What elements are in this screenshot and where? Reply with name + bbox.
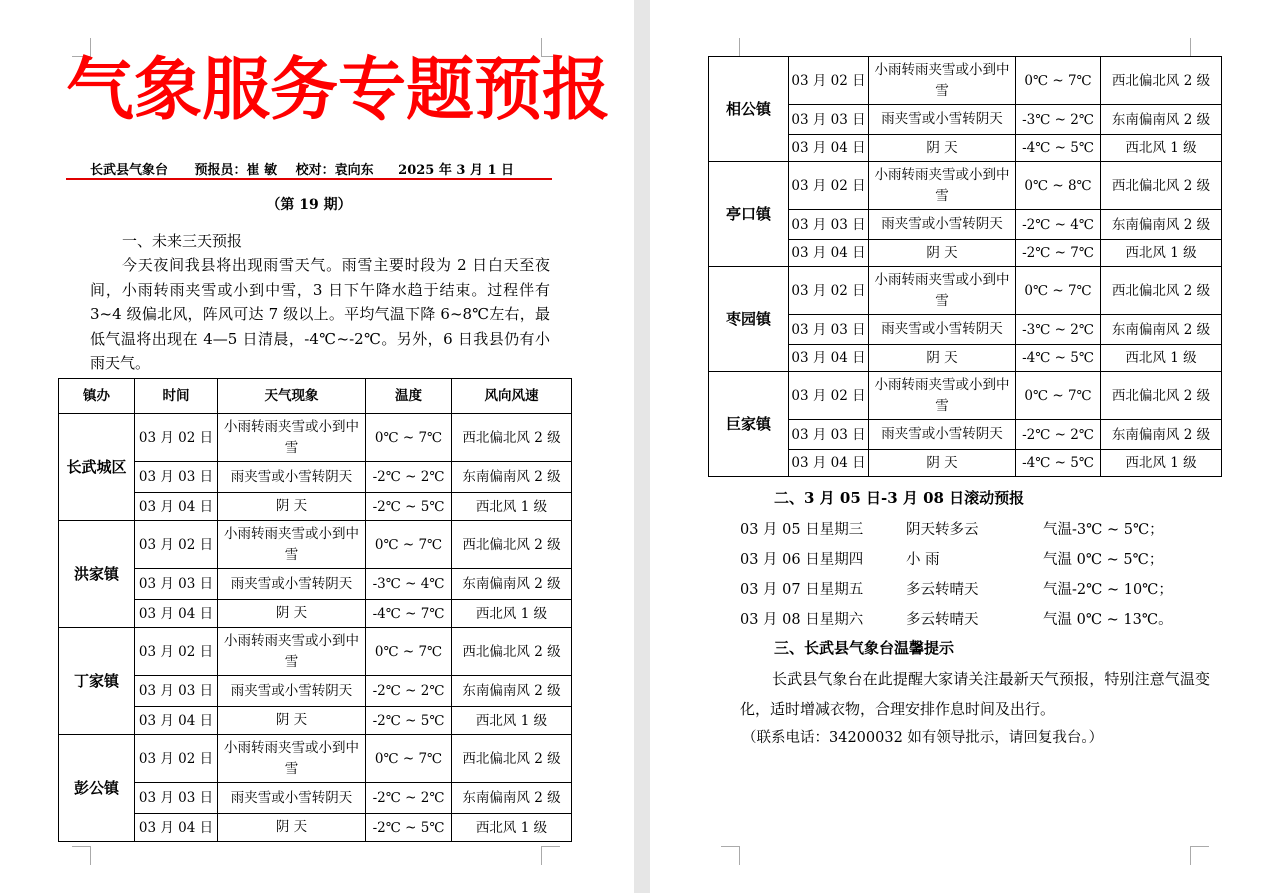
forecast-date: 03 月 02 日 xyxy=(789,267,869,315)
temperature: -3℃ ~ 4℃ xyxy=(366,569,452,600)
weather-desc: 小雨转雨夹雪或小到中雪 xyxy=(869,267,1016,315)
rolling-weather: 阴天转多云 xyxy=(906,522,979,538)
forecast-date: 03 月 04 日 xyxy=(789,240,869,267)
table-row xyxy=(59,676,572,707)
table-row xyxy=(709,57,1222,105)
temperature: -2℃ ~ 7℃ xyxy=(1016,240,1101,267)
weather-desc: 阴 天 xyxy=(218,814,366,842)
temperature: -2℃ ~ 2℃ xyxy=(366,783,452,814)
crop-mark xyxy=(1190,846,1209,865)
table-row xyxy=(59,783,572,814)
wind: 西北偏北风 2 级 xyxy=(452,628,572,676)
rolling-weather: 多云转晴天 xyxy=(906,582,979,598)
forecast-date: 03 月 04 日 xyxy=(135,600,218,628)
table-header-row xyxy=(59,379,572,414)
weather-desc: 阴 天 xyxy=(869,240,1016,267)
table-row xyxy=(59,600,572,628)
table-row xyxy=(709,162,1222,210)
town-name: 枣园镇 xyxy=(709,267,789,372)
table-row xyxy=(59,707,572,735)
wind: 东南偏南风 2 级 xyxy=(452,783,572,814)
table-row xyxy=(59,462,572,493)
temperature: -2℃ ~ 2℃ xyxy=(366,462,452,493)
col-header-town: 镇办 xyxy=(59,379,135,414)
rolling-date: 03 月 07 日星期五 xyxy=(740,582,864,598)
weather-desc: 雨夹雪或小雪转阴天 xyxy=(869,105,1016,135)
wind: 西北偏北风 2 级 xyxy=(1101,162,1222,210)
table-row xyxy=(59,414,572,462)
proofreader: 校对：袁向东 xyxy=(295,163,374,178)
weather-desc: 小雨转雨夹雪或小到中雪 xyxy=(218,521,366,569)
page-gutter xyxy=(634,0,650,893)
town-name: 彭公镇 xyxy=(59,735,135,842)
rolling-temp: 气温 0℃ ~ 13℃。 xyxy=(1043,612,1173,628)
forecast-date: 03 月 02 日 xyxy=(789,57,869,105)
weather-desc: 雨夹雪或小雪转阴天 xyxy=(218,569,366,600)
forecast-date: 03 月 04 日 xyxy=(789,345,869,372)
wind: 东南偏南风 2 级 xyxy=(452,676,572,707)
temperature: -2℃ ~ 5℃ xyxy=(366,707,452,735)
weather-desc: 阴 天 xyxy=(869,450,1016,477)
wind: 西北风 1 级 xyxy=(1101,345,1222,372)
weather-desc: 雨夹雪或小雪转阴天 xyxy=(869,210,1016,240)
col-header-wind: 风向风速 xyxy=(452,379,572,414)
temperature: 0℃ ~ 7℃ xyxy=(1016,372,1101,420)
col-header-date: 时间 xyxy=(135,379,218,414)
wind: 西北风 1 级 xyxy=(452,600,572,628)
forecast-date: 03 月 04 日 xyxy=(135,707,218,735)
forecast-date: 03 月 03 日 xyxy=(789,210,869,240)
crop-mark xyxy=(1190,38,1209,57)
col-header-weather: 天气现象 xyxy=(218,379,366,414)
rolling-date: 03 月 08 日星期六 xyxy=(740,612,864,628)
forecaster: 预报员：崔 敏 xyxy=(194,163,278,178)
crop-mark xyxy=(72,846,91,865)
crop-mark xyxy=(541,846,560,865)
temperature: 0℃ ~ 7℃ xyxy=(1016,57,1101,105)
wind: 西北偏北风 2 级 xyxy=(1101,57,1222,105)
wind: 西北风 1 级 xyxy=(1101,240,1222,267)
header-rule xyxy=(66,178,552,180)
temperature: -4℃ ~ 5℃ xyxy=(1016,345,1101,372)
town-name: 相公镇 xyxy=(709,57,789,162)
rolling-date: 03 月 06 日星期四 xyxy=(740,552,864,568)
forecast-date: 03 月 03 日 xyxy=(789,105,869,135)
temperature: -4℃ ~ 7℃ xyxy=(366,600,452,628)
table-row xyxy=(59,521,572,569)
wind: 东南偏南风 2 级 xyxy=(1101,315,1222,345)
crop-mark xyxy=(721,846,740,865)
table-row xyxy=(709,267,1222,315)
forecast-date: 03 月 04 日 xyxy=(135,493,218,521)
weather-desc: 小雨转雨夹雪或小到中雪 xyxy=(869,372,1016,420)
col-header-temp: 温度 xyxy=(366,379,452,414)
byline xyxy=(66,159,552,178)
weather-desc: 小雨转雨夹雪或小到中雪 xyxy=(869,57,1016,105)
weather-desc: 阴 天 xyxy=(869,345,1016,372)
wind: 东南偏南风 2 级 xyxy=(1101,210,1222,240)
weather-desc: 小雨转雨夹雪或小到中雪 xyxy=(218,735,366,783)
wind: 东南偏南风 2 级 xyxy=(1101,105,1222,135)
temperature: -2℃ ~ 4℃ xyxy=(1016,210,1101,240)
wind: 西北偏北风 2 级 xyxy=(452,521,572,569)
table-row xyxy=(59,814,572,842)
town-name: 洪家镇 xyxy=(59,521,135,628)
wind: 东南偏南风 2 级 xyxy=(452,462,572,493)
town-name: 亭口镇 xyxy=(709,162,789,267)
wind: 西北风 1 级 xyxy=(1101,135,1222,162)
town-name: 长武城区 xyxy=(59,414,135,521)
issue-date: 2025 年 3 月 1 日 xyxy=(398,163,515,178)
table-row xyxy=(59,735,572,783)
forecast-date: 03 月 04 日 xyxy=(789,135,869,162)
temperature: -4℃ ~ 5℃ xyxy=(1016,450,1101,477)
temperature: 0℃ ~ 7℃ xyxy=(366,735,452,783)
weather-desc: 雨夹雪或小雪转阴天 xyxy=(218,462,366,493)
forecast-date: 03 月 02 日 xyxy=(135,628,218,676)
weather-desc: 雨夹雪或小雪转阴天 xyxy=(869,315,1016,345)
rolling-weather: 小 雨 xyxy=(906,552,940,568)
weather-desc: 阴 天 xyxy=(869,135,1016,162)
forecast-date: 03 月 04 日 xyxy=(789,450,869,477)
table-row xyxy=(59,493,572,521)
contact-line: （联系电话：34200032 如有领导批示，请回复我台。） xyxy=(742,730,1104,746)
temperature: 0℃ ~ 7℃ xyxy=(1016,267,1101,315)
forecast-date: 03 月 03 日 xyxy=(135,676,218,707)
rolling-date: 03 月 05 日星期三 xyxy=(740,522,864,538)
forecast-date: 03 月 02 日 xyxy=(789,372,869,420)
wind: 西北风 1 级 xyxy=(452,493,572,521)
weather-desc: 小雨转雨夹雪或小到中雪 xyxy=(869,162,1016,210)
forecast-table-part2 xyxy=(708,56,1222,477)
section1-heading: 一、未来三天预报 xyxy=(122,232,243,250)
forecast-date: 03 月 02 日 xyxy=(135,414,218,462)
wind: 西北风 1 级 xyxy=(452,814,572,842)
forecast-date: 03 月 03 日 xyxy=(789,315,869,345)
temperature: 0℃ ~ 7℃ xyxy=(366,628,452,676)
rolling-temp: 气温-2℃ ~ 10℃； xyxy=(1043,582,1173,598)
weather-desc: 阴 天 xyxy=(218,493,366,521)
weather-desc: 小雨转雨夹雪或小到中雪 xyxy=(218,628,366,676)
crop-mark xyxy=(721,38,740,57)
page-title: 气象服务专题预报 xyxy=(66,50,611,130)
wind: 西北偏北风 2 级 xyxy=(452,735,572,783)
table-row xyxy=(709,372,1222,420)
forecast-table-part1 xyxy=(58,378,572,842)
forecast-date: 03 月 03 日 xyxy=(135,569,218,600)
page-1 xyxy=(0,0,634,893)
forecast-date: 03 月 03 日 xyxy=(135,462,218,493)
weather-desc: 雨夹雪或小雪转阴天 xyxy=(218,783,366,814)
page-2 xyxy=(650,0,1283,893)
temperature: -3℃ ~ 2℃ xyxy=(1016,105,1101,135)
weather-desc: 阴 天 xyxy=(218,707,366,735)
rolling-temp: 气温 0℃ ~ 5℃； xyxy=(1043,552,1164,568)
section3-text: 长武县气象台在此提醒大家请关注最新天气预报，特别注意气温变化，适时增减衣物，合理安排作息时间及出行。 xyxy=(740,670,1210,718)
wind: 东南偏南风 2 级 xyxy=(452,569,572,600)
temperature: -3℃ ~ 2℃ xyxy=(1016,315,1101,345)
forecast-date: 03 月 03 日 xyxy=(135,783,218,814)
weather-desc: 雨夹雪或小雪转阴天 xyxy=(869,420,1016,450)
weather-desc: 阴 天 xyxy=(218,600,366,628)
section2-heading: 二、3 月 05 日-3 月 08 日滚动预报 xyxy=(774,489,1025,507)
weather-desc: 雨夹雪或小雪转阴天 xyxy=(218,676,366,707)
forecast-date: 03 月 02 日 xyxy=(135,521,218,569)
temperature: -2℃ ~ 2℃ xyxy=(1016,420,1101,450)
forecast-date: 03 月 04 日 xyxy=(135,814,218,842)
temperature: 0℃ ~ 8℃ xyxy=(1016,162,1101,210)
wind: 西北偏北风 2 级 xyxy=(1101,267,1222,315)
temperature: -2℃ ~ 2℃ xyxy=(366,676,452,707)
temperature: -2℃ ~ 5℃ xyxy=(366,493,452,521)
station-name: 长武县气象台 xyxy=(90,163,169,178)
weather-desc: 小雨转雨夹雪或小到中雪 xyxy=(218,414,366,462)
temperature: 0℃ ~ 7℃ xyxy=(366,414,452,462)
table-row xyxy=(59,628,572,676)
town-name: 丁家镇 xyxy=(59,628,135,735)
wind: 西北风 1 级 xyxy=(1101,450,1222,477)
wind: 东南偏南风 2 级 xyxy=(1101,420,1222,450)
wind: 西北风 1 级 xyxy=(452,707,572,735)
wind: 西北偏北风 2 级 xyxy=(1101,372,1222,420)
table-row xyxy=(59,569,572,600)
wind: 西北偏北风 2 级 xyxy=(452,414,572,462)
forecast-date: 03 月 03 日 xyxy=(789,420,869,450)
town-name: 巨家镇 xyxy=(709,372,789,477)
forecast-date: 03 月 02 日 xyxy=(789,162,869,210)
temperature: -4℃ ~ 5℃ xyxy=(1016,135,1101,162)
temperature: 0℃ ~ 7℃ xyxy=(366,521,452,569)
rolling-weather: 多云转晴天 xyxy=(906,612,979,628)
rolling-temp: 气温-3℃ ~ 5℃； xyxy=(1043,522,1164,538)
issue-number: （第 19 期） xyxy=(266,197,352,213)
temperature: -2℃ ~ 5℃ xyxy=(366,814,452,842)
forecast-date: 03 月 02 日 xyxy=(135,735,218,783)
section3-heading: 三、长武县气象台温馨提示 xyxy=(774,639,955,657)
section1-text: 今天夜间我县将出现雨雪天气。雨雪主要时段为 2 日白天至夜间，小雨转雨夹雪或小到中雪，3 日下午降水趋于结束。过程伴有 3~4 级偏北风，阵风可达 7 级以上。平均气温下降 6~8℃左右，最低气温将出现在 4—5 日清晨，-4℃~-2℃。另外，6 日我县仍有小雨天气。 xyxy=(90,256,550,373)
